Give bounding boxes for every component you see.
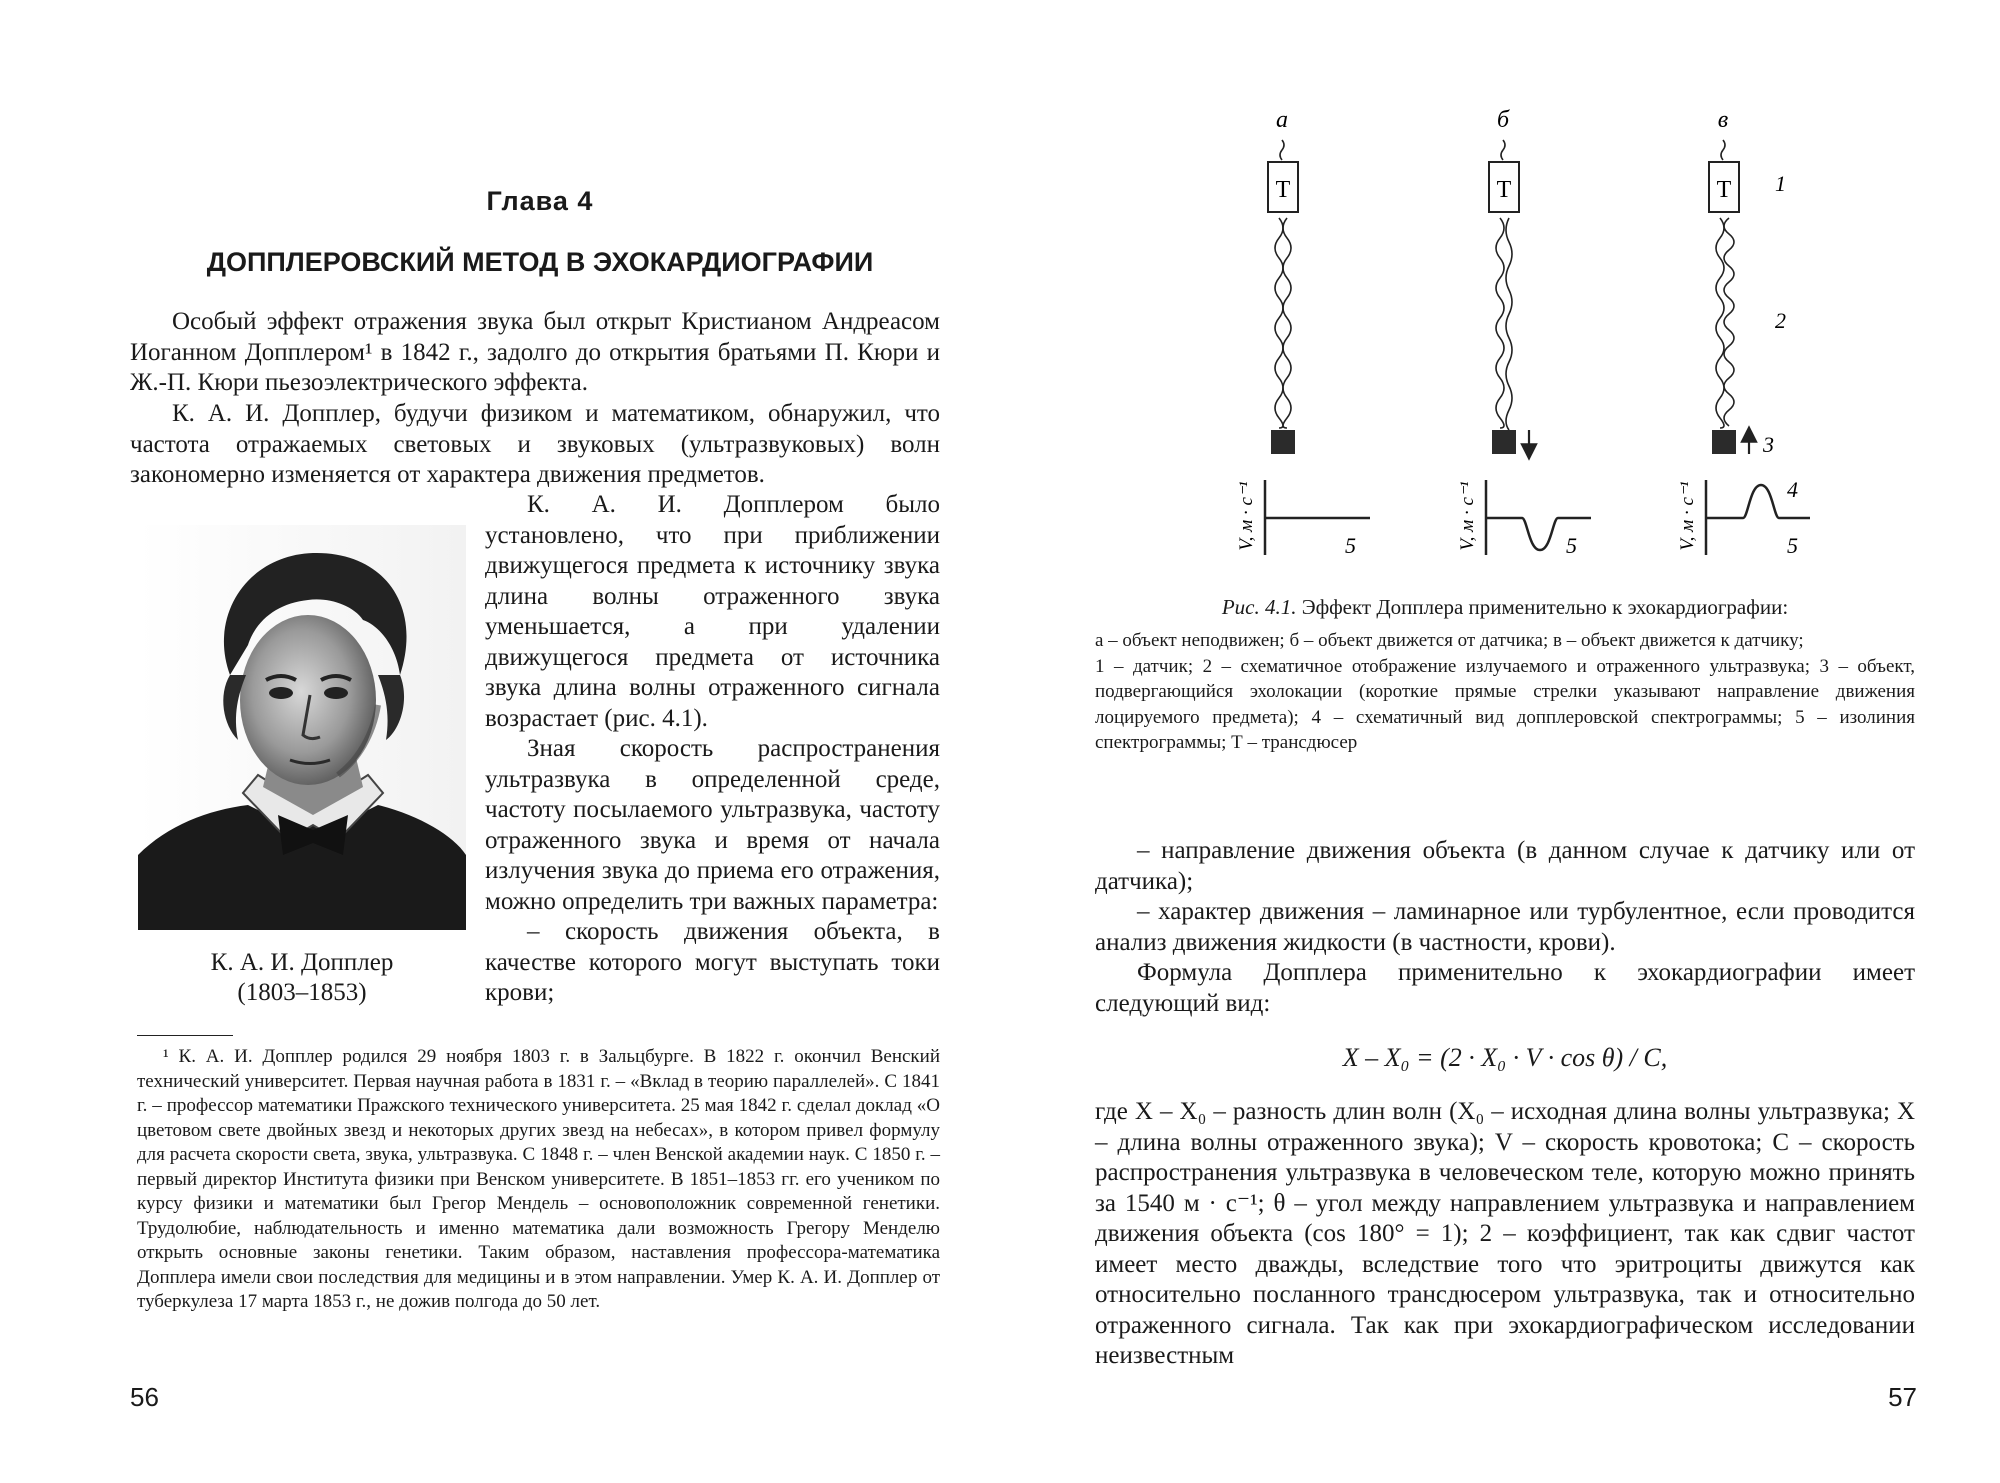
panel-label-a: а (1276, 107, 1288, 133)
object-b (1492, 430, 1516, 454)
column-paragraph-2: Зная скорость распространения ультразвука в определенной среде, частоту посылаемого ультразвука, частоту отраженного звука и время от начала излучения звука до приема его отражения, можно определить три важных параметра: (485, 735, 940, 915)
doppler-portrait (138, 525, 466, 930)
figure-legend-panels: а – объект неподвижен; б – объект движется от датчика; в – объект движется к датчику; (1095, 630, 1804, 651)
intro-paragraph-1: Особый эффект отражения звука был открыт Кристианом Андреасом Иоганном Допплером¹ в 1842 г., задолго до открытия братьями П. Кюри и Ж.-П. Кюри пьезоэлектрического эффекта. (130, 308, 940, 396)
figure-caption (1095, 594, 1915, 620)
footnote-divider (137, 1035, 233, 1036)
label-transducer-number: 1 (1775, 171, 1786, 196)
right-page (1000, 0, 2000, 1483)
label-object-number: 3 (1763, 432, 1774, 457)
chapter-title: ДОППЛЕРОВСКИЙ МЕТОД В ЭХОКАРДИОГРАФИИ (206, 247, 874, 277)
figure-legend-numbers: 1 – датчик; 2 – схематичное отображение излучаемого и отраженного ультразвука; 3 – объект, подвергающийся эхолокации (короткие прямые стрелки указывают направление движения лоцируемого предмета); 4 – схематичный вид допплеровской спектрограммы; 5 – изолиния спектрограммы; Т – трансдюсер (1095, 655, 1915, 753)
figure-panel-v (1677, 107, 1810, 558)
right-paragraph-3: Формула Допплера применительно к эхокардиографии имеет следующий вид: (1095, 959, 1915, 1017)
right-paragraph-1: – направление движения объекта (в данном случае к датчику или от датчика); (1095, 837, 1915, 895)
axis-label-a: V, м · с⁻¹ (1236, 481, 1257, 551)
footnote: ¹ К. А. И. Допплер родился 29 ноября 1803 г. в Зальцбурге. В 1822 г. окончил Венский технический университет. Первая научная работа в 1831 г. – «Вклад в теорию параллелей». С 1841 г. – профессор математики Пражского технического университета. 25 мая 1842 г. сделал доклад «О цветовом свете двойных звезд и некоторых других звезд на небесах», в котором привел формулу для расчета скорости света, звука, ультразвука. С 1848 г. – член Венской академии наук. С 1850 г. – первый директор Института физики при Венском университете. В 1851–1853 гг. его учеником по курсу физики и математики был Грегор Мендель – основоположник современной генетики. Трудолюбие, наблюдательность и именно математика дали возможность Грегору Менделю открыть основные законы генетики. Таким образом, наставления профессора-математика Допплера имели свои последствия для медицины и в этом направлении. Умер К. А. И. Допплер от туберкулеза 17 марта 1853 г., не дожив полгода до 50 лет. (137, 1046, 940, 1312)
chapter-label: Глава 4 (486, 186, 594, 216)
transducer-label-a: Т (1275, 177, 1291, 203)
isoline-number-a: 5 (1345, 533, 1356, 558)
object-v (1712, 430, 1736, 454)
page-number-right: 57 (1888, 1382, 1917, 1412)
figure-caption-prefix: Рис. 4.1. (1221, 595, 1297, 619)
right-paragraph-2: – характер движения – ламинарное или турбулентное, если проводится анализ движения жидкости (в частности, крови). (1095, 898, 1915, 956)
label-wave-number: 2 (1775, 308, 1786, 333)
doppler-formula: X – X₀ = (2 · X₀ · V · cos θ) / C, (1342, 1043, 1668, 1072)
portrait-caption (138, 948, 466, 1008)
isoline-number-b: 5 (1566, 533, 1577, 558)
transducer-label-v: Т (1716, 177, 1732, 203)
portrait-caption-years: (1803–1853) (237, 979, 367, 1006)
figure-caption-text: Эффект Допплера применительно к эхокардиографии: (1296, 595, 1789, 619)
figure-legend (1095, 628, 1915, 756)
panel-label-b: б (1496, 107, 1510, 133)
label-spectrogram-number: 4 (1787, 477, 1798, 502)
column-paragraph-1: К. А. И. Допплером было установлено, что при приближении движущегося предмета к источнику звука длина волны отраженного звука уменьшается, а при удалении движущегося предмета от источника звука длина волны отраженного сигнала возрастает (рис. 4.1). (485, 491, 940, 732)
column-paragraph-3: – скорость движения объекта, в качестве которого могут выступать токи крови; (485, 918, 940, 1006)
intro-paragraph-2: К. А. И. Допплер, будучи физиком и математиком, обнаружил, что частота отражаемых световых и звуковых (ультразвуковых) волн закономерно изменяется от характера движения предметов. (130, 400, 940, 488)
transducer-label-b: Т (1496, 177, 1512, 203)
figure-panel-b (1457, 107, 1591, 558)
doppler-figure (1195, 100, 1815, 580)
portrait-caption-name: К. А. И. Допплер (210, 949, 394, 976)
page-number-left: 56 (130, 1382, 159, 1412)
figure-panel-a (1236, 107, 1370, 558)
isoline-number-v: 5 (1787, 533, 1798, 558)
object-a (1271, 430, 1295, 454)
right-paragraph-4: где X – X₀ – разность длин волн (X₀ – исходная длина волны ультразвука; X – длина волны отраженного звука); V – скорость кровотока; C – скорость распространения ультразвука в человеческом теле, которую можно принять за 1540 м · с⁻¹; θ – угол между направлением ультразвука и направлением движения объекта (cos 180° = 1); 2 – коэффициент, так как сдвиг частот имеет место дважды, вследствие того что эритроциты движутся как относительно посланного трансдюсером ультразвука, так и относительно отраженного сигнала. Так как при эхокардиографическом исследовании неизвестным (1095, 1098, 1915, 1369)
axis-label-v: V, м · с⁻¹ (1677, 481, 1698, 551)
axis-label-b: V, м · с⁻¹ (1457, 481, 1478, 551)
panel-label-v: в (1717, 107, 1729, 133)
column-text (485, 490, 940, 1009)
